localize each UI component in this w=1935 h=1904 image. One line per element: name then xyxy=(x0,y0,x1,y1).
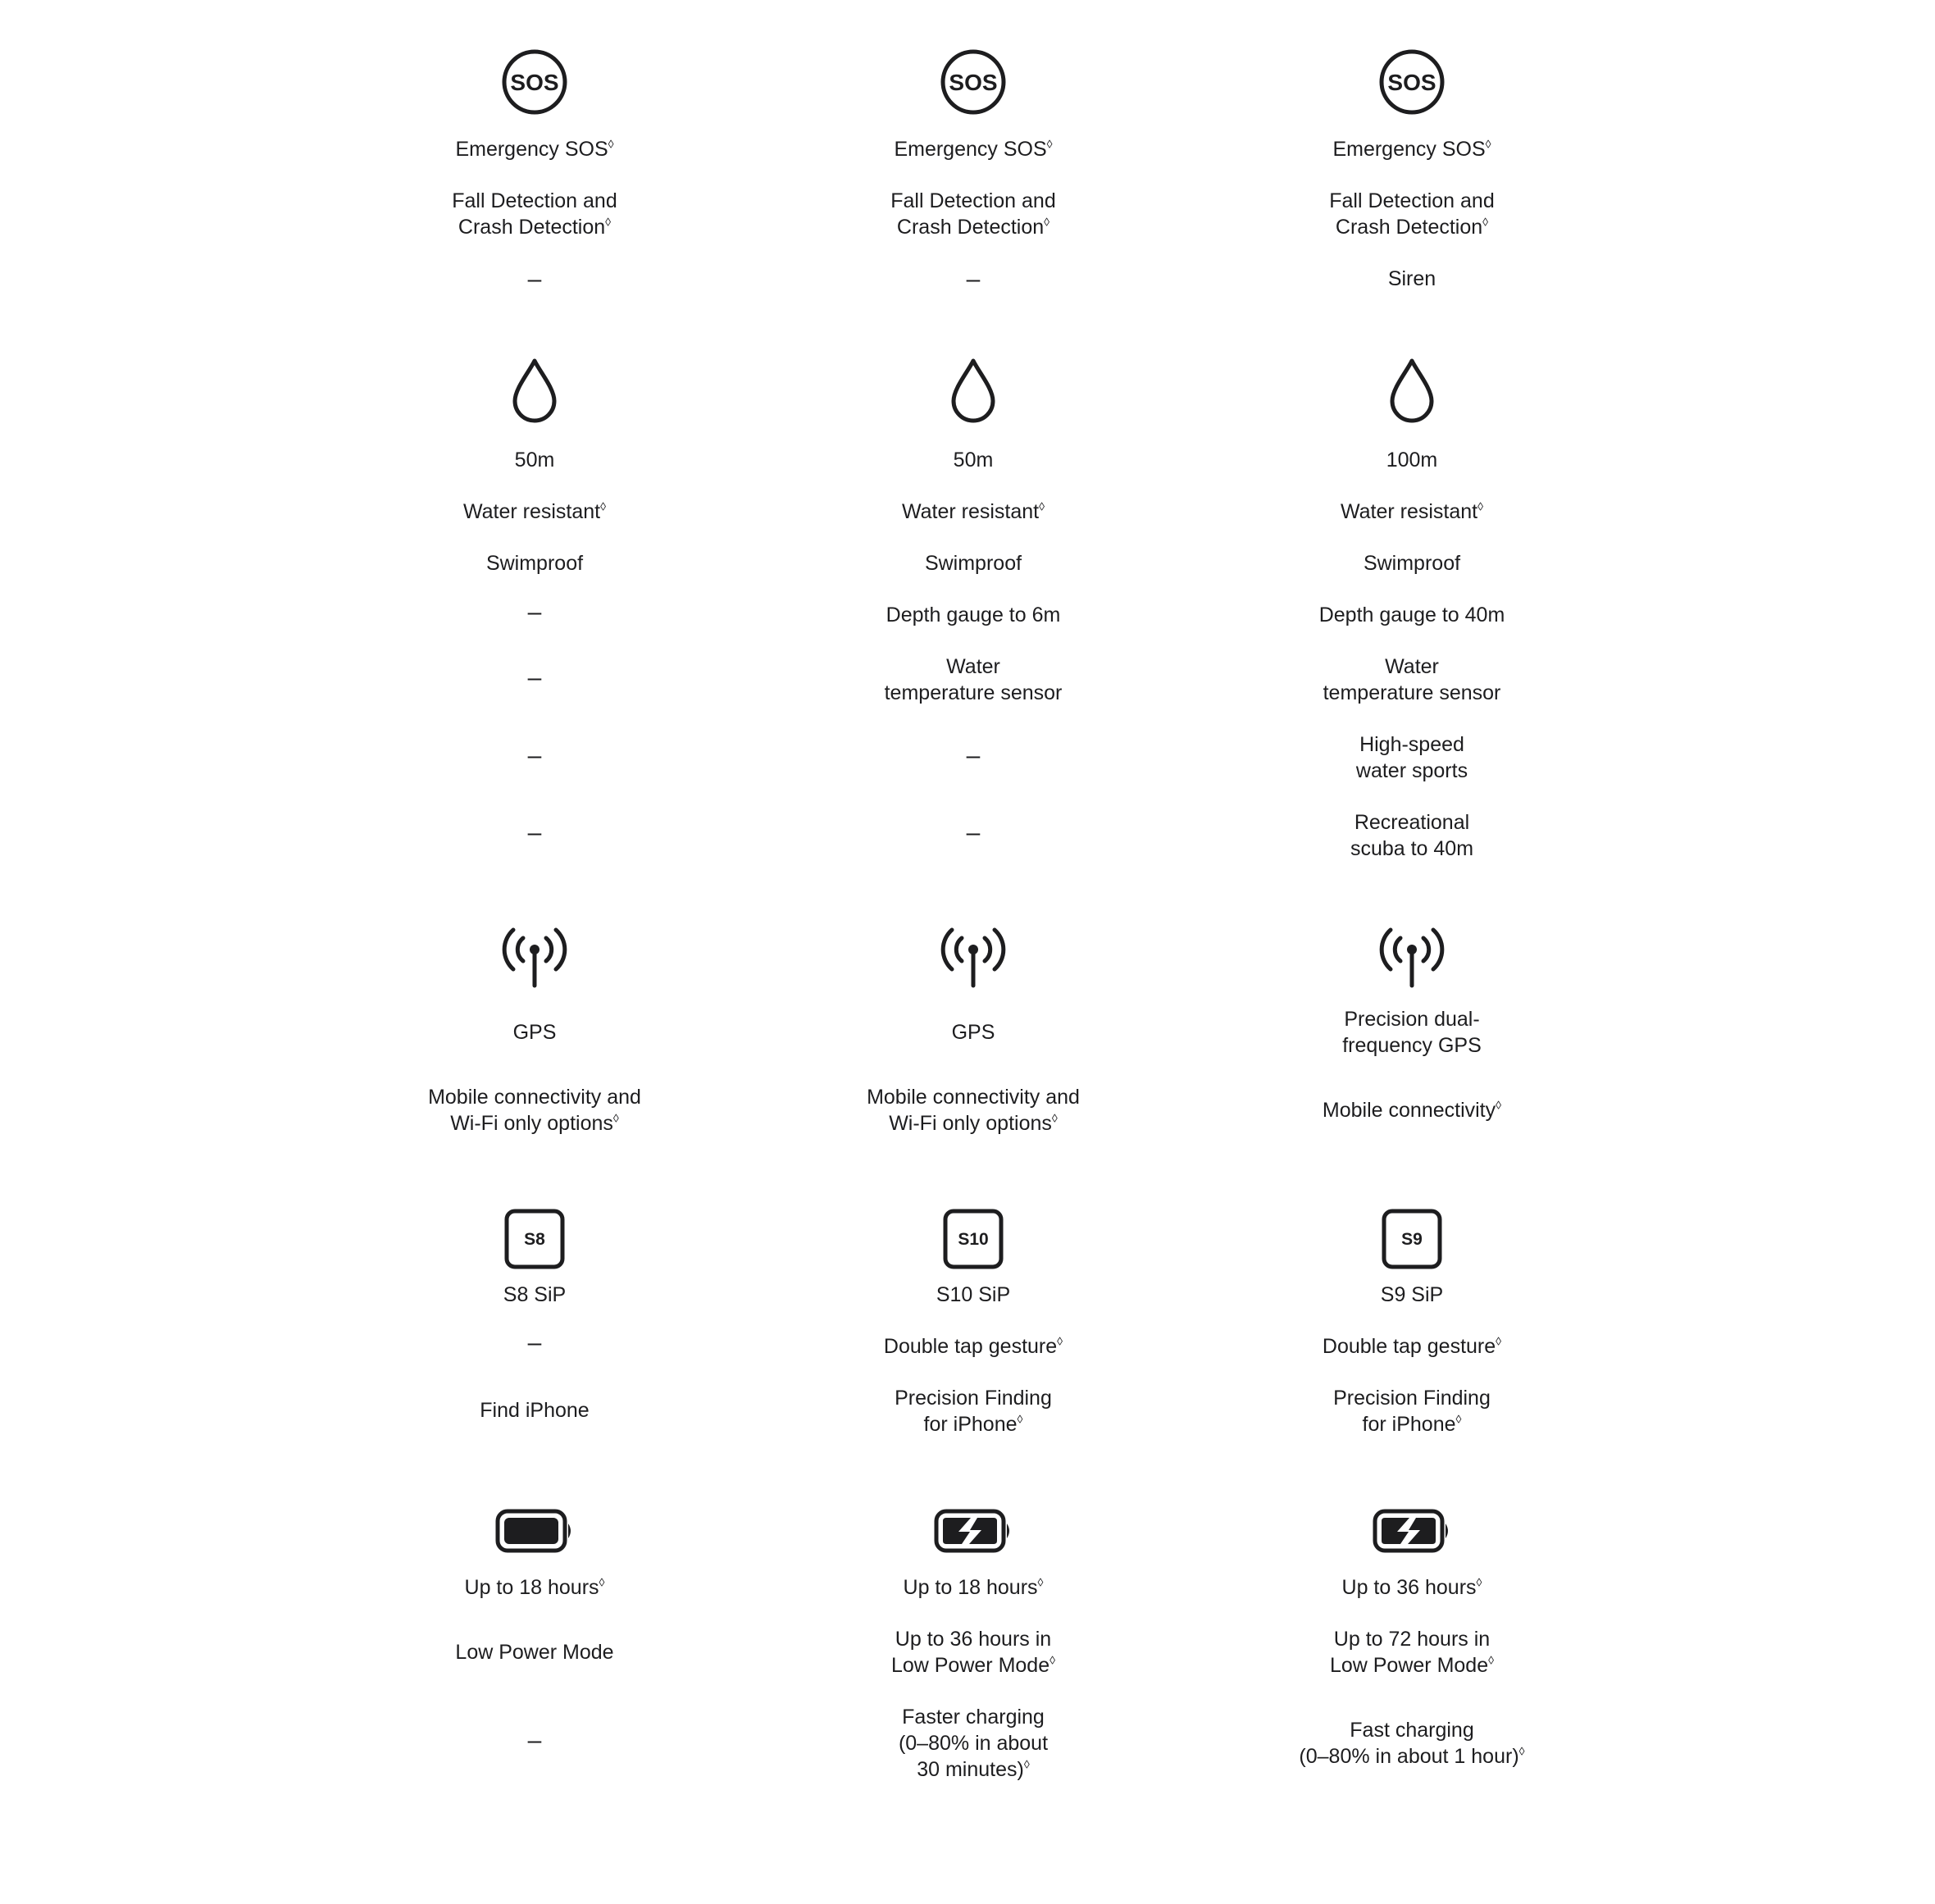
find-iphone-label: Precision Finding for iPhone◊ xyxy=(1333,1387,1491,1436)
water-resistant-label: Water resistant◊ xyxy=(901,499,1045,523)
find-iphone-label: Precision Finding for iPhone◊ xyxy=(895,1387,1052,1436)
emergency-sos-label: Emergency SOS◊ xyxy=(455,137,614,161)
water-depth-label: 100m xyxy=(1386,449,1438,471)
comparison-column-3 xyxy=(1182,0,1641,1904)
chip-icon-text: S9 xyxy=(1401,1230,1423,1249)
chip-icon xyxy=(504,1209,565,1269)
recreational-scuba-label: – xyxy=(966,819,981,846)
sos-icon xyxy=(502,49,567,115)
recreational-scuba-label: Recreational scuba to 40m xyxy=(1350,811,1474,860)
siren-label: – xyxy=(527,266,542,293)
sos-icon xyxy=(940,49,1006,115)
water-drop-icon xyxy=(511,358,558,425)
swimproof-label: Swimproof xyxy=(1363,552,1461,575)
gps-antenna-icon xyxy=(1377,925,1447,989)
mobile-connectivity-label: Mobile connectivity◊ xyxy=(1322,1098,1502,1122)
swimproof-label: Swimproof xyxy=(924,552,1022,575)
low-power-mode-label: Low Power Mode xyxy=(455,1641,614,1664)
mobile-connectivity-label: Mobile connectivity and Wi-Fi only options◊ xyxy=(428,1086,641,1135)
depth-gauge-label: – xyxy=(527,599,542,626)
sos-icon-text: SOS xyxy=(1387,70,1436,95)
fall-crash-detection-label: Fall Detection and Crash Detection◊ xyxy=(452,189,617,239)
gps-label: GPS xyxy=(951,1021,995,1044)
water-depth-label: 50m xyxy=(953,449,994,471)
swimproof-label: Swimproof xyxy=(485,552,584,575)
chip-label: S10 SiP xyxy=(936,1283,1011,1306)
chip-icon xyxy=(1382,1209,1442,1269)
emergency-sos-label: Emergency SOS◊ xyxy=(894,137,1053,161)
water-depth-label: 50m xyxy=(514,449,555,471)
battery-charging-icon xyxy=(934,1509,1013,1553)
water-temperature-label: Water temperature sensor xyxy=(1323,655,1501,704)
water-temperature-label: – xyxy=(527,664,542,691)
water-drop-icon xyxy=(1388,358,1436,425)
gps-label: GPS xyxy=(512,1021,557,1044)
water-temperature-label: Water temperature sensor xyxy=(884,655,1063,704)
double-tap-label: Double tap gesture◊ xyxy=(883,1334,1063,1358)
comparison-column-1 xyxy=(305,0,764,1904)
water-resistant-label: Water resistant◊ xyxy=(1340,499,1484,523)
sos-icon-text: SOS xyxy=(949,70,998,95)
mobile-connectivity-label: Mobile connectivity and Wi-Fi only options◊ xyxy=(867,1086,1080,1135)
chip-icon-text: S10 xyxy=(958,1230,989,1249)
chip-label: S8 SiP xyxy=(503,1283,567,1306)
charging-label: Faster charging (0–80% in about 30 minutes)◊ xyxy=(898,1706,1049,1781)
sos-icon-text: SOS xyxy=(510,70,559,95)
comparison-column-2 xyxy=(744,0,1203,1904)
double-tap-label: – xyxy=(527,1329,542,1356)
battery-icon xyxy=(495,1509,574,1553)
gps-antenna-icon xyxy=(499,925,570,989)
depth-gauge-label: Depth gauge to 6m xyxy=(886,604,1061,626)
siren-label: Siren xyxy=(1387,267,1436,290)
chip-icon-text: S8 xyxy=(524,1230,545,1249)
low-power-mode-label: Up to 72 hours in Low Power Mode◊ xyxy=(1329,1628,1495,1677)
charging-label: – xyxy=(527,1727,542,1754)
high-speed-water-sports-label: – xyxy=(527,742,542,769)
charging-label: Fast charging (0–80% in about 1 hour)◊ xyxy=(1299,1719,1525,1768)
gps-label: Precision dual- frequency GPS xyxy=(1342,1008,1482,1057)
double-tap-label: Double tap gesture◊ xyxy=(1322,1334,1502,1358)
high-speed-water-sports-label: High-speed water sports xyxy=(1355,733,1468,782)
gps-antenna-icon xyxy=(938,925,1008,989)
fall-crash-detection-label: Fall Detection and Crash Detection◊ xyxy=(1329,189,1495,239)
water-resistant-label: Water resistant◊ xyxy=(462,499,607,523)
siren-label: – xyxy=(966,266,981,293)
chip-label: S9 SiP xyxy=(1380,1283,1444,1306)
sos-icon xyxy=(1379,49,1445,115)
water-drop-icon xyxy=(949,358,997,425)
battery-life-label: Up to 18 hours◊ xyxy=(903,1575,1044,1599)
low-power-mode-label: Up to 36 hours in Low Power Mode◊ xyxy=(890,1628,1056,1677)
find-iphone-label: Find iPhone xyxy=(480,1399,590,1422)
emergency-sos-label: Emergency SOS◊ xyxy=(1332,137,1491,161)
battery-life-label: Up to 36 hours◊ xyxy=(1341,1575,1482,1599)
chip-icon xyxy=(943,1209,1004,1269)
battery-charging-icon xyxy=(1373,1509,1451,1553)
battery-life-label: Up to 18 hours◊ xyxy=(464,1575,605,1599)
depth-gauge-label: Depth gauge to 40m xyxy=(1318,604,1505,626)
recreational-scuba-label: – xyxy=(527,819,542,846)
high-speed-water-sports-label: – xyxy=(966,742,981,769)
fall-crash-detection-label: Fall Detection and Crash Detection◊ xyxy=(890,189,1056,239)
